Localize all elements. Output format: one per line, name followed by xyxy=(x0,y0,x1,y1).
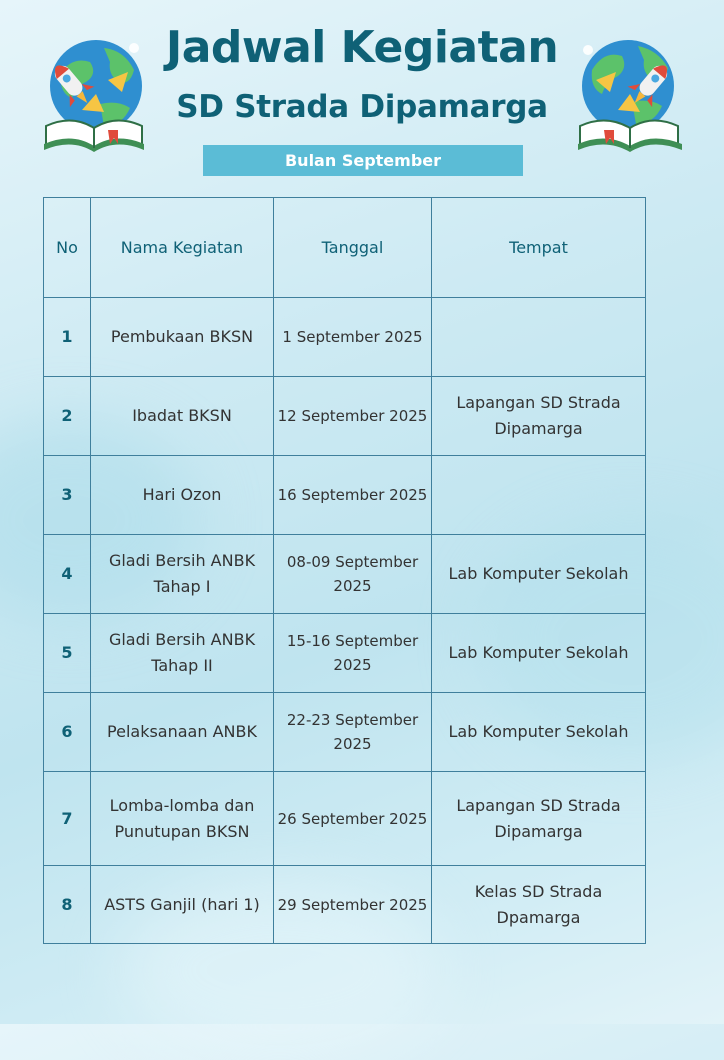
activity-place: Lab Komputer Sekolah xyxy=(432,693,646,772)
activity-name: Hari Ozon xyxy=(91,456,274,535)
activity-place xyxy=(432,298,646,377)
row-number: 1 xyxy=(44,298,91,377)
activity-date: 16 September 2025 xyxy=(274,456,432,535)
schedule-table xyxy=(43,197,646,944)
activity-date: 12 September 2025 xyxy=(274,377,432,456)
header-nama-kegiatan: Nama Kegiatan xyxy=(91,198,274,298)
table-row xyxy=(44,377,646,456)
activity-date: 22-23 September 2025 xyxy=(274,693,432,772)
school-name: SD Strada Dipamarga xyxy=(176,89,548,125)
activity-place: Lab Komputer Sekolah xyxy=(432,535,646,614)
activity-place: Kelas SD Strada Dpamarga xyxy=(432,866,646,944)
row-number: 4 xyxy=(44,535,91,614)
row-number: 8 xyxy=(44,866,91,944)
header-tanggal: Tanggal xyxy=(274,198,432,298)
activity-date: 15-16 September 2025 xyxy=(274,614,432,693)
header-no: No xyxy=(44,198,91,298)
activity-name: Gladi Bersih ANBK Tahap I xyxy=(91,535,274,614)
row-number: 5 xyxy=(44,614,91,693)
header-tempat: Tempat xyxy=(432,198,646,298)
table-header-row xyxy=(44,198,646,298)
row-number: 3 xyxy=(44,456,91,535)
activity-name: Lomba-lomba dan Punutupan BKSN xyxy=(91,772,274,866)
table-row xyxy=(44,866,646,944)
table-row xyxy=(44,298,646,377)
activity-name: ASTS Ganjil (hari 1) xyxy=(91,866,274,944)
activity-place: Lab Komputer Sekolah xyxy=(432,614,646,693)
activity-name: Pelaksanaan ANBK xyxy=(91,693,274,772)
activity-place: Lapangan SD Strada Dipamarga xyxy=(432,377,646,456)
page-title: Jadwal Kegiatan xyxy=(165,22,559,73)
table-row xyxy=(44,614,646,693)
table-row xyxy=(44,456,646,535)
activity-date: 1 September 2025 xyxy=(274,298,432,377)
activity-place xyxy=(432,456,646,535)
table-row xyxy=(44,772,646,866)
activity-name: Pembukaan BKSN xyxy=(91,298,274,377)
activity-name: Ibadat BKSN xyxy=(91,377,274,456)
row-number: 6 xyxy=(44,693,91,772)
row-number: 2 xyxy=(44,377,91,456)
table-row xyxy=(44,693,646,772)
activity-name: Gladi Bersih ANBK Tahap II xyxy=(91,614,274,693)
activity-date: 29 September 2025 xyxy=(274,866,432,944)
activity-place: Lapangan SD Strada Dipamarga xyxy=(432,772,646,866)
table-row xyxy=(44,535,646,614)
activity-date: 08-09 September 2025 xyxy=(274,535,432,614)
row-number: 7 xyxy=(44,772,91,866)
month-banner: Bulan September xyxy=(203,145,523,176)
activity-date: 26 September 2025 xyxy=(274,772,432,866)
